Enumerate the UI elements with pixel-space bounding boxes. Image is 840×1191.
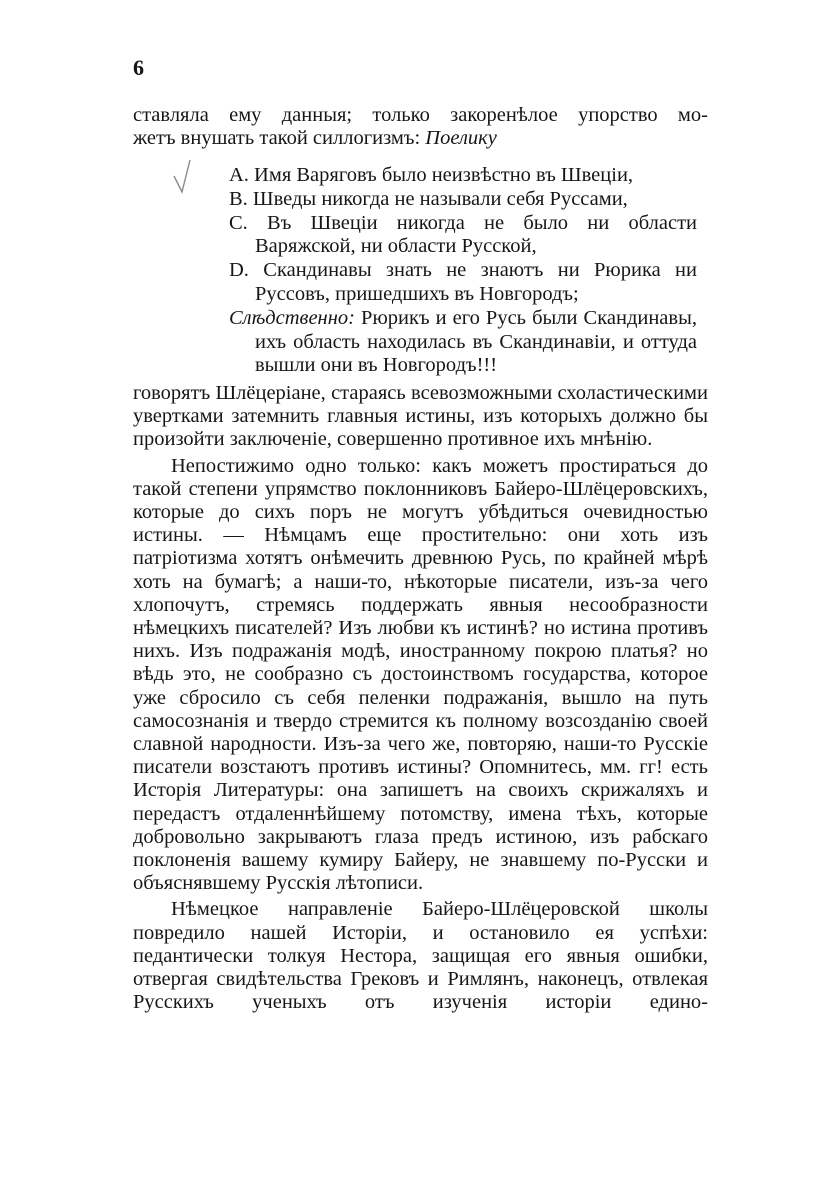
intro-text xyxy=(133,104,708,150)
paragraph-3: Нѣмецкое направленіе Байеро-Шлёцеровской школы повредило нашей Исторіи, и остановило ея успѣхи: педантически толкуя Нестора, защищая его явныя ошибки, отвергая свидѣтельства Грековъ и Римлянъ, наконецъ, отвлекая Русскихъ ученыхъ отъ изученія исторіи едино- xyxy=(133,898,708,1014)
argument-list xyxy=(229,164,697,378)
paragraph-1: говорятъ Шлёцеріане, стараясь всевозможными схоластическими увертками затемнить главныя истины, изъ которыхъ должно бы произойти заключеніе, совершенно противное ихъ мнѣнію. xyxy=(133,382,708,451)
intro-line-2-text: жетъ внушать такой силлогизмъ: xyxy=(133,127,426,150)
intro-line-2 xyxy=(133,127,708,150)
page-number: 6 xyxy=(133,55,144,80)
margin-pencil-mark-icon xyxy=(168,156,208,202)
list-item-a: A. Имя Варяговъ было неизвѣстно въ Швеціи, xyxy=(229,164,634,186)
list-item-b: B. Шведы никогда не называли себя Руссами, xyxy=(229,187,628,210)
conclusion-text: Рюрикъ и его Русь были Скандинавы, ихъ область находилась въ Скандинавіи, и оттуда вышли они въ Новгородъ!!! xyxy=(255,306,697,377)
list-conclusion xyxy=(229,307,697,378)
body-text xyxy=(133,382,708,1014)
list-item-c: C. Въ Швеціи никогда не было ни области Варяжской, ни области Русской, xyxy=(229,211,697,258)
intro-italic-word: Поелику xyxy=(425,127,497,150)
list-item-d: D. Скандинавы знать не знаютъ ни Рюрика ни Руссовъ, пришедшихъ въ Новгородъ; xyxy=(229,259,697,305)
intro-line-1: ставляла ему данныя; только закоренѣлое упорство мо- xyxy=(133,104,708,126)
conclusion-label: Слѣдственно: xyxy=(229,306,355,329)
paragraph-2: Непостижимо одно только: какъ можетъ простираться до такой степени упрямство поклонниковъ Байеро-Шлёцеровскихъ, которые до сихъ поръ не могутъ убѣдиться очевидностью истины. — Нѣмцамъ еще простительно: они хоть изъ патріотизма хотятъ онѣмечить древнюю Русь, по крайней мѣрѣ хоть на бумагѣ; а наши-то, нѣкоторые писатели, изъ-за чего хлопочутъ, стремясь поддержать явныя несообразности нѣмецкихъ писателей? Изъ любви къ истинѣ? но истина противъ нихъ. Изъ подражанія модѣ, иностранному покрою платья? но вѣдь это, не сообразно съ достоинствомъ государства, которое уже сбросило съ себя пеленки подражанія, вышло на путь самосознанія и твердо стремится къ полному возсозданію своей славной народности. Изъ-за чего же, повторяю, наши-то Русскіе писатели возстаютъ противъ истины? Опомнитесь, мм. гг! есть Исторія Литературы: она запишетъ на своихъ скрижаляхъ и передастъ отдаленнѣйшему потомству, имена тѣхъ, которые добровольно закрываютъ глаза предъ истиною, изъ рабскаго поклоненія вашему кумиру Байеру, не знавшему по-Русски и объяснявшему Русскія лѣтописи. xyxy=(133,454,708,895)
